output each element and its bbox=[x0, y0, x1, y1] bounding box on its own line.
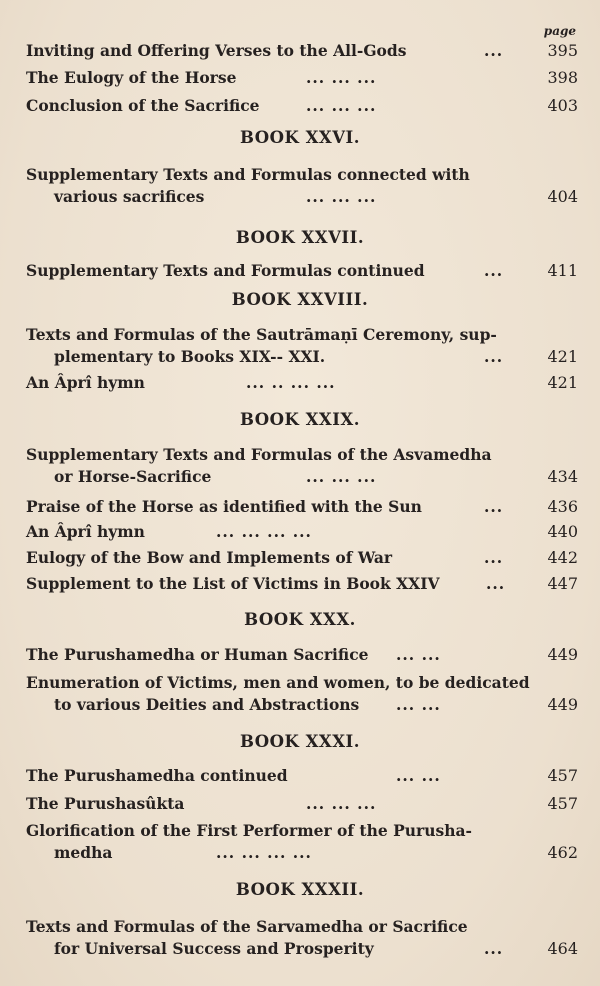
leader-dots: ... bbox=[484, 548, 504, 567]
leader-dots: ... ... ... bbox=[306, 68, 377, 87]
page-number: 457 bbox=[547, 794, 578, 813]
entry-title: Supplementary Texts and Formulas continued bbox=[26, 261, 425, 280]
toc-entry bbox=[26, 40, 578, 62]
toc-entry bbox=[26, 820, 578, 864]
entry-title: Texts and Formulas of the Sautrāmaṇī Ceremony, sup- bbox=[26, 325, 497, 344]
book-heading: BOOK XXXI. bbox=[240, 732, 360, 751]
toc-entry bbox=[26, 916, 578, 960]
page-number: 449 bbox=[547, 695, 578, 714]
leader-dots: ... bbox=[484, 939, 504, 958]
entry-title: The Eulogy of the Horse bbox=[26, 68, 237, 87]
entry-title: Eulogy of the Bow and Implements of War bbox=[26, 548, 393, 567]
page-number: 434 bbox=[547, 467, 578, 486]
page-number: 464 bbox=[547, 939, 578, 958]
toc-entry bbox=[26, 444, 578, 488]
leader-dots: ... ... ... ... bbox=[216, 843, 312, 862]
toc-entry bbox=[26, 521, 578, 543]
leader-dots: ... ... bbox=[396, 695, 441, 714]
book-heading: BOOK XXXII. bbox=[235, 880, 365, 899]
toc-entry bbox=[26, 95, 578, 117]
entry-title-continued: or Horse-Sacrifice bbox=[54, 467, 212, 486]
entry-title: The Purushamedha continued bbox=[26, 766, 288, 785]
toc-entry bbox=[26, 672, 578, 716]
entry-title: Conclusion of the Sacrifice bbox=[26, 96, 260, 115]
leader-dots: ... ... ... ... bbox=[216, 522, 312, 541]
entry-title: Enumeration of Victims, men and women, to be dedicated bbox=[26, 673, 530, 692]
entry-title: An Âprî hymn bbox=[26, 373, 145, 392]
toc-entry bbox=[26, 496, 578, 518]
toc-entry bbox=[26, 372, 578, 394]
entry-title-continued: medha bbox=[54, 843, 113, 862]
leader-dots: ... ... ... bbox=[306, 187, 377, 206]
page-number: 442 bbox=[547, 548, 578, 567]
page-number: 462 bbox=[547, 843, 578, 862]
toc-entry bbox=[26, 164, 578, 208]
toc-entry bbox=[26, 793, 578, 815]
leader-dots: ... bbox=[484, 347, 504, 366]
page-number: 398 bbox=[547, 68, 578, 87]
toc-entry bbox=[26, 765, 578, 787]
page-number: 436 bbox=[547, 497, 578, 516]
entry-title: Supplementary Texts and Formulas of the Asvamedha bbox=[26, 445, 492, 464]
leader-dots: ... ... ... bbox=[306, 794, 377, 813]
book-heading: BOOK XXVIII. bbox=[231, 290, 369, 309]
leader-dots: ... bbox=[484, 261, 504, 280]
leader-dots: ... ... ... bbox=[306, 467, 377, 486]
leader-dots: ... bbox=[484, 497, 504, 516]
book-heading: BOOK XXIX. bbox=[240, 410, 360, 429]
page-number: 404 bbox=[547, 187, 578, 206]
book-heading: BOOK XXVII. bbox=[235, 228, 365, 247]
page-number: 447 bbox=[547, 574, 578, 593]
leader-dots: ... ... bbox=[396, 766, 441, 785]
entry-title-continued: plementary to Books XIX-- XXI. bbox=[54, 347, 326, 366]
entry-title-continued: various sacrifices bbox=[54, 187, 205, 206]
toc-entry bbox=[26, 573, 578, 595]
entry-title: The Purushamedha or Human Sacrifice bbox=[26, 645, 369, 664]
page-number: 411 bbox=[547, 261, 578, 280]
toc-entry bbox=[26, 260, 578, 282]
entry-title-continued: to various Deities and Abstractions bbox=[54, 695, 360, 714]
entry-title: Inviting and Offering Verses to the All-Gods bbox=[26, 41, 407, 60]
book-heading: BOOK XXX. bbox=[244, 610, 356, 629]
leader-dots: ... ... bbox=[396, 645, 441, 664]
page-number: 449 bbox=[547, 645, 578, 664]
page-column-header: page bbox=[543, 24, 576, 38]
entry-title: Supplement to the List of Victims in Book XXIV bbox=[26, 574, 440, 593]
leader-dots: ... ... ... bbox=[306, 96, 377, 115]
page-number: 421 bbox=[547, 373, 578, 392]
entry-title: Praise of the Horse as identified with the Sun bbox=[26, 497, 422, 516]
entry-title: Glorification of the First Performer of the Purusha- bbox=[26, 821, 472, 840]
book-heading: BOOK XXVI. bbox=[240, 128, 360, 147]
toc-entry bbox=[26, 644, 578, 666]
entry-title: Supplementary Texts and Formulas connected with bbox=[26, 165, 470, 184]
page-number: 457 bbox=[547, 766, 578, 785]
entry-title: Texts and Formulas of the Sarvamedha or Sacrifice bbox=[26, 917, 468, 936]
page-number: 403 bbox=[547, 96, 578, 115]
page-number: 395 bbox=[547, 41, 578, 60]
leader-dots: ... bbox=[486, 574, 506, 593]
toc-entry bbox=[26, 547, 578, 569]
entry-title: An Âprî hymn bbox=[26, 522, 145, 541]
leader-dots: ... .. ... ... bbox=[246, 373, 336, 392]
toc-entry bbox=[26, 67, 578, 89]
page-number: 421 bbox=[547, 347, 578, 366]
toc-entry bbox=[26, 324, 578, 368]
leader-dots: ... bbox=[484, 41, 504, 60]
entry-title: The Purushasûkta bbox=[26, 794, 185, 813]
page-number: 440 bbox=[547, 522, 578, 541]
entry-title-continued: for Universal Success and Prosperity bbox=[54, 939, 374, 958]
